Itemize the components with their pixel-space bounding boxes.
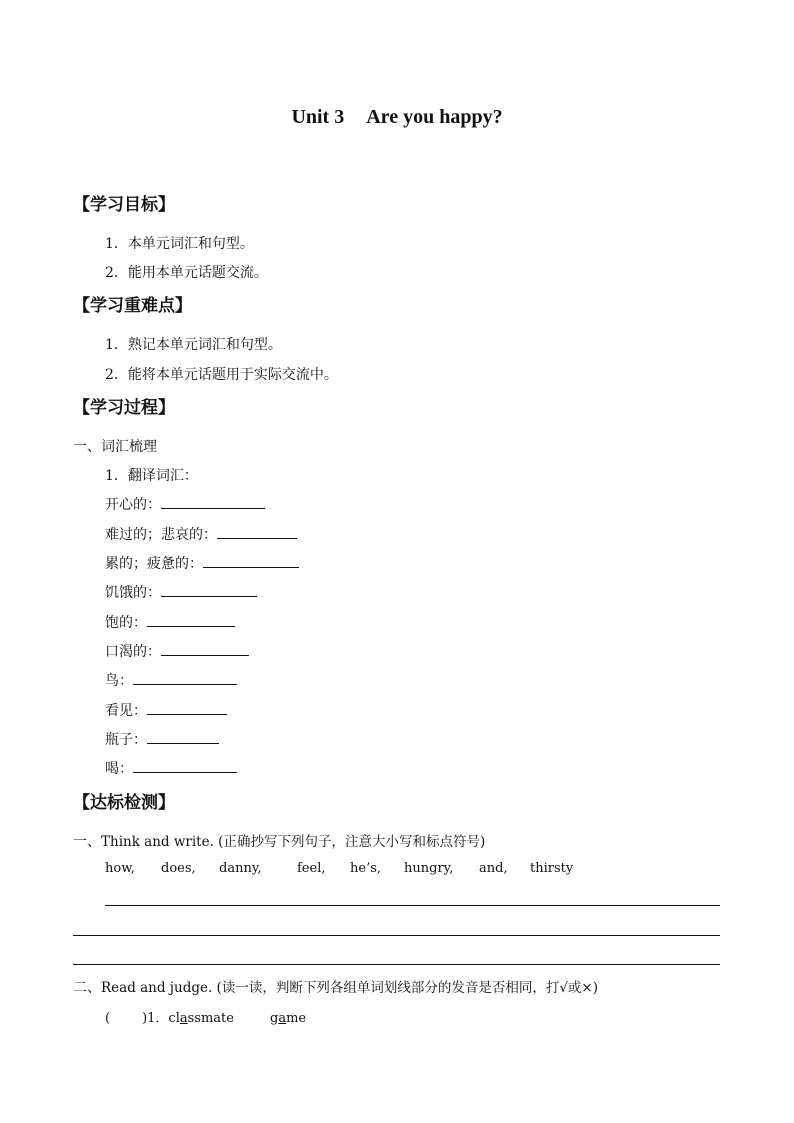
writing-line[interactable] bbox=[105, 905, 720, 906]
word: danny, bbox=[219, 861, 262, 876]
answer-blank[interactable] bbox=[217, 524, 297, 539]
title-question: Are you happy? bbox=[366, 106, 503, 128]
title-unit: Unit 3 bbox=[291, 106, 345, 128]
section-process: 【学习过程】 bbox=[73, 398, 175, 418]
vocab-label: 累的；疲惫的： bbox=[105, 556, 203, 572]
vocab-label: 瓶子： bbox=[105, 732, 147, 748]
vocab-item bbox=[105, 670, 237, 690]
writing-line[interactable] bbox=[73, 935, 720, 936]
key-point-item-2: 2．能将本单元话题用于实际交流中。 bbox=[105, 367, 338, 383]
vocab-label: 口渴的： bbox=[105, 644, 161, 660]
vocab-label: 难过的；悲哀的： bbox=[105, 527, 217, 543]
question-2-heading bbox=[73, 976, 598, 997]
answer-blank[interactable] bbox=[147, 729, 219, 744]
page-title bbox=[0, 106, 794, 129]
process-part-1: 一、词汇梳理 bbox=[73, 439, 157, 455]
word: thirsty bbox=[530, 861, 574, 876]
word-part: cl bbox=[168, 1011, 180, 1026]
answer-blank[interactable] bbox=[147, 612, 235, 627]
vocab-item bbox=[105, 641, 249, 661]
vocab-item bbox=[105, 494, 265, 514]
judge-item-1 bbox=[105, 1007, 306, 1026]
answer-blank[interactable] bbox=[161, 494, 265, 509]
scrambled-words bbox=[105, 861, 573, 876]
answer-bracket-close: )1． bbox=[142, 1011, 169, 1026]
section-assessment: 【达标检测】 bbox=[73, 793, 175, 813]
vocab-item bbox=[105, 582, 257, 602]
key-point-item-1: 1．熟记本单元词汇和句型。 bbox=[105, 337, 282, 353]
underlined-letter: a bbox=[179, 1011, 188, 1026]
vocab-label: 饥饿的： bbox=[105, 585, 161, 601]
word: he’s, bbox=[350, 861, 382, 876]
vocab-label: 喝： bbox=[105, 761, 133, 777]
vocab-label: 鸟： bbox=[105, 673, 133, 689]
question-2-label: 二、 bbox=[73, 980, 101, 996]
objective-item-2: 2．能用本单元话题交流。 bbox=[105, 265, 268, 281]
vocab-item bbox=[105, 729, 219, 749]
answer-bracket-open[interactable]: ( bbox=[105, 1011, 111, 1026]
word: feel, bbox=[297, 861, 326, 876]
question-1-title: Think and write. (正确抄写下列句子，注意大小写和标点符号) bbox=[101, 834, 486, 850]
word: and, bbox=[479, 861, 508, 876]
objective-item-1: 1．本单元词汇和句型。 bbox=[105, 236, 254, 252]
answer-blank[interactable] bbox=[203, 553, 299, 568]
word-part: ssmate bbox=[187, 1011, 234, 1026]
question-1-heading bbox=[73, 830, 485, 851]
vocab-item bbox=[105, 700, 227, 720]
vocab-label: 饱的： bbox=[105, 615, 147, 631]
question-2-title: Read and judge. (读一读，判断下列各组单词划线部分的发音是否相同，打√或×) bbox=[101, 980, 598, 996]
word: how, bbox=[105, 861, 135, 876]
section-key-points: 【学习重难点】 bbox=[73, 296, 192, 316]
word-part: me bbox=[286, 1011, 307, 1026]
task-translate: 1．翻译词汇： bbox=[105, 468, 198, 484]
word-part: g bbox=[269, 1011, 279, 1026]
answer-blank[interactable] bbox=[133, 670, 237, 685]
judge-word-2 bbox=[270, 1011, 306, 1026]
vocab-item bbox=[105, 612, 235, 632]
writing-line[interactable] bbox=[73, 964, 720, 965]
vocab-item bbox=[105, 553, 299, 573]
vocab-item bbox=[105, 758, 237, 778]
answer-blank[interactable] bbox=[161, 582, 257, 597]
vocab-label: 开心的： bbox=[105, 497, 161, 513]
question-1-label: 一、 bbox=[73, 834, 101, 850]
word: does, bbox=[161, 861, 196, 876]
judge-word-1 bbox=[168, 1011, 234, 1026]
answer-blank[interactable] bbox=[133, 758, 237, 773]
vocab-item bbox=[105, 524, 297, 544]
vocab-label: 看见： bbox=[105, 703, 147, 719]
answer-blank[interactable] bbox=[147, 700, 227, 715]
underlined-letter: a bbox=[278, 1011, 287, 1026]
answer-blank[interactable] bbox=[161, 641, 249, 656]
word: hungry, bbox=[404, 861, 454, 876]
section-objectives: 【学习目标】 bbox=[73, 195, 175, 215]
